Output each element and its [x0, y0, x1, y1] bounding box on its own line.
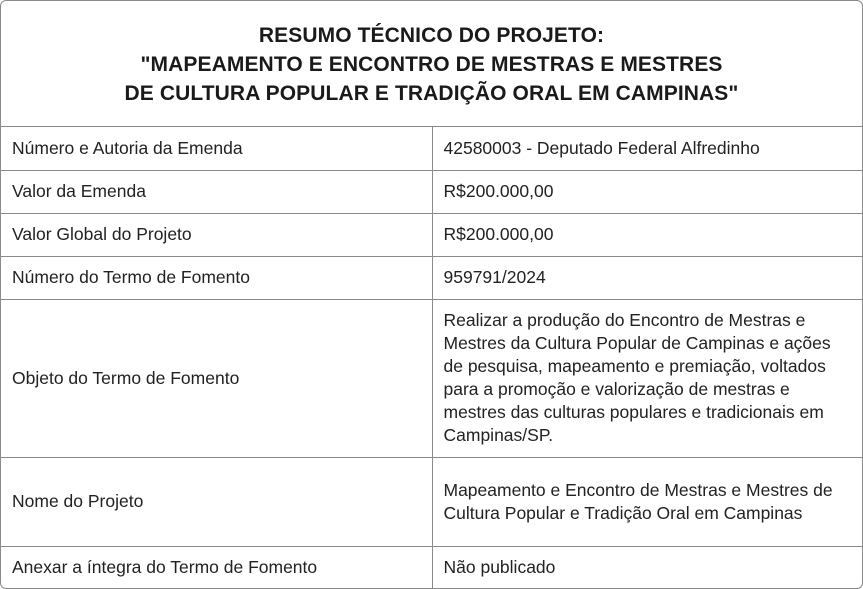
summary-table	[1, 127, 862, 588]
summary-header	[1, 1, 862, 127]
table-row-nome-projeto	[1, 457, 862, 546]
row-label: Número do Termo de Fomento	[1, 256, 432, 299]
header-title-line-1: RESUMO TÉCNICO DO PROJETO:	[258, 24, 605, 47]
row-label: Objeto do Termo de Fomento	[1, 299, 432, 457]
table-row-numero-termo	[1, 256, 862, 299]
row-label: Valor Global do Projeto	[1, 213, 432, 256]
header-title-line-3: DE CULTURA POPULAR E TRADIÇÃO ORAL EM CAMPINAS"	[124, 82, 739, 105]
row-value: R$200.000,00	[432, 213, 862, 256]
table-row-valor-global	[1, 213, 862, 256]
table-row-valor-emenda	[1, 170, 862, 213]
row-value: Mapeamento e Encontro de Mestras e Mestres de Cultura Popular e Tradição Oral em Campinas	[432, 457, 862, 546]
table-row-emenda-numero	[1, 127, 862, 170]
row-value: Realizar a produção do Encontro de Mestras e Mestres da Cultura Popular de Campinas e ações de pesquisa, mapeamento e premiação, voltados para a promoção e valorização de mestras e mestres das culturas populares e tradicionais em Campinas/SP.	[432, 299, 862, 457]
table-row-objeto-termo	[1, 299, 862, 457]
row-label: Anexar a íntegra do Termo de Fomento	[1, 546, 432, 588]
row-value: Não publicado	[432, 546, 862, 588]
row-label: Valor da Emenda	[1, 170, 432, 213]
row-label: Nome do Projeto	[1, 457, 432, 546]
header-title-line-2: "MAPEAMENTO E ENCONTRO DE MESTRAS E MESTRES	[140, 53, 723, 76]
row-value: 42580003 - Deputado Federal Alfredinho	[443, 137, 760, 158]
row-label: Número e Autoria da Emenda	[1, 127, 432, 170]
row-value: R$200.000,00	[432, 170, 862, 213]
row-value: 959791/2024	[432, 256, 862, 299]
table-row-anexar-termo	[1, 546, 862, 588]
